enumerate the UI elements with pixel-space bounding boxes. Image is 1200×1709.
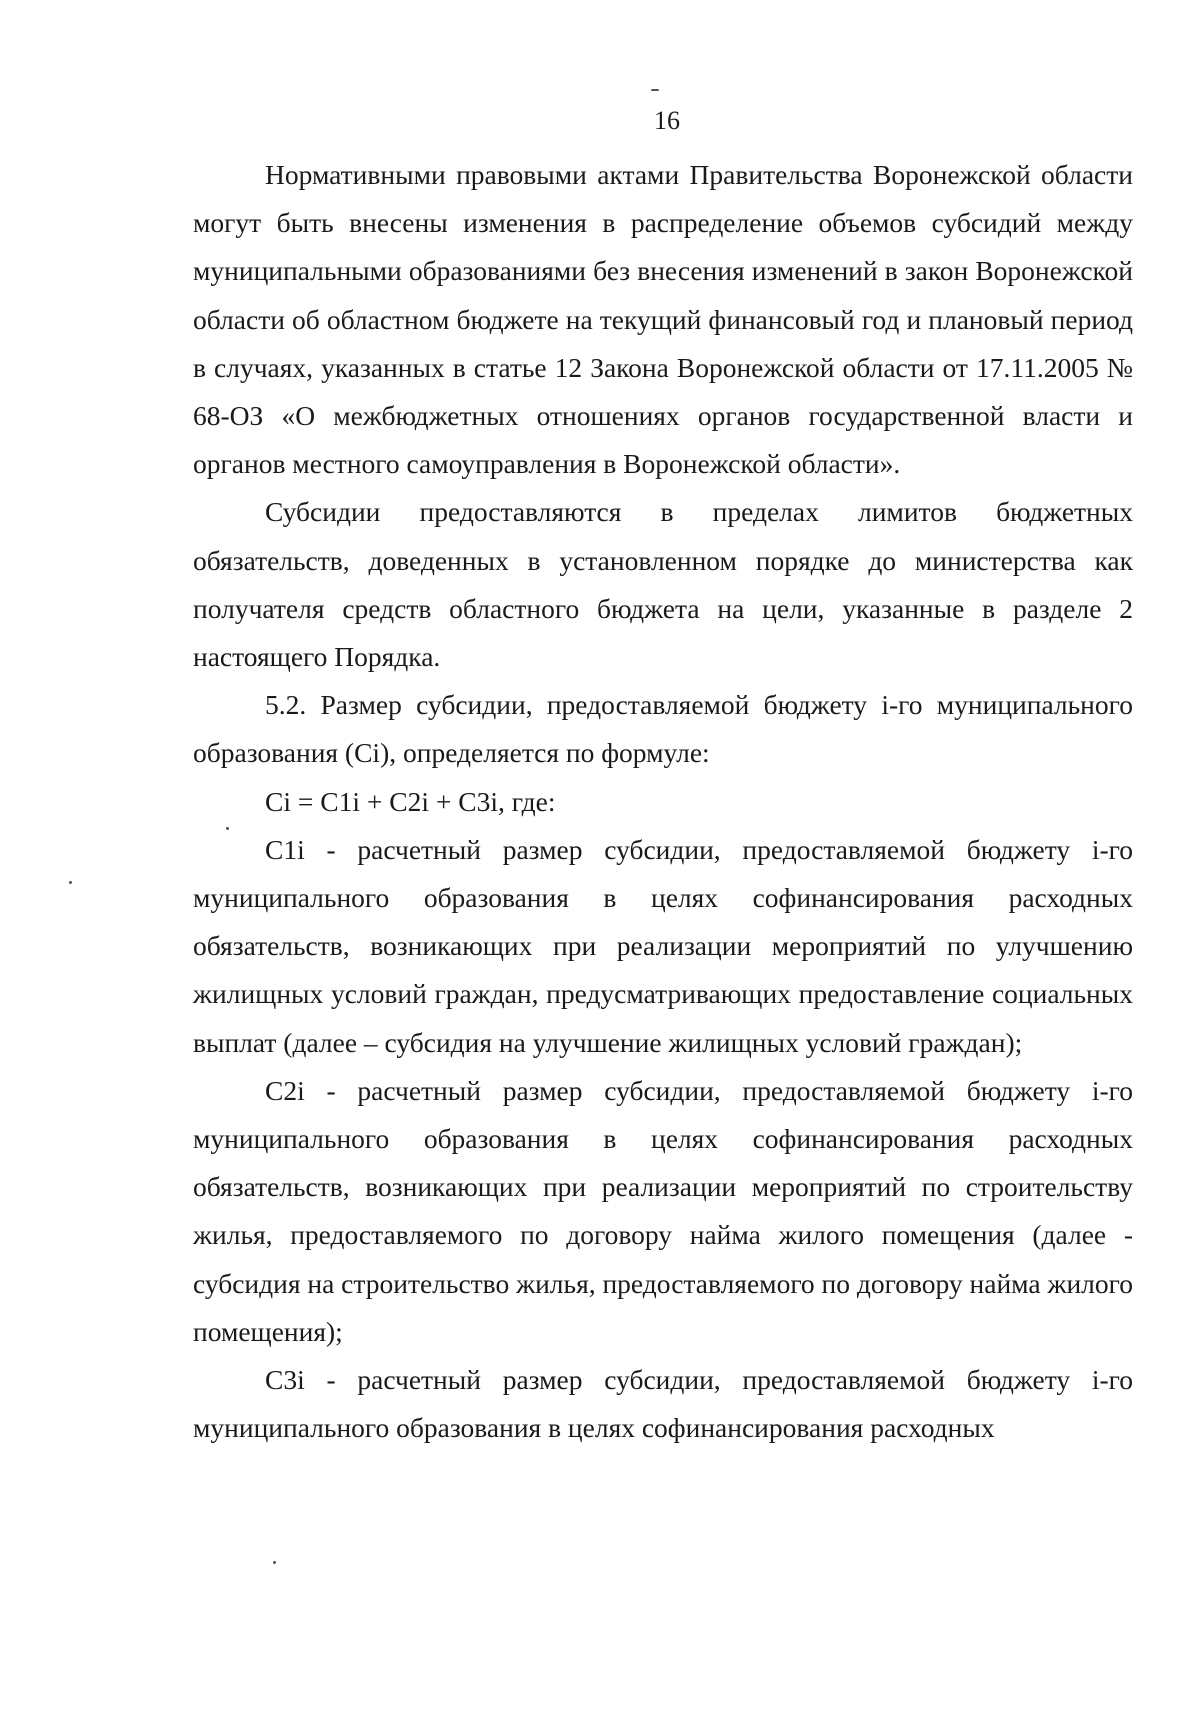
paragraph-amendments: Нормативными правовыми актами Правительства Воронежской области могут быть внесены изменения в распределение объемов субсидий между муниципальными образованиями без внесения изменений в закон Воронежской области об областном бюджете на текущий финансовый год и плановый период в случаях, указанных в статье 12 Закона Воронежской области от 17.11.2005 № 68-ОЗ «О межбюджетных отношениях органов государственной власти и органов местного самоуправления в Воронежской области». xyxy=(193,159,1133,480)
paragraph-budget-limits: Субсидии предоставляются в пределах лимитов бюджетных обязательств, доведенных в установленном порядке до министерства как получателя средств областного бюджета на цели, указанные в разделе 2 настоящего Порядка. xyxy=(193,496,1133,673)
subsidy-formula: Ci = C1i + C2i + C3i, где: xyxy=(265,785,556,817)
paragraph-c3i-definition: C3i - расчетный размер субсидии, предоставляемой бюджету i-го муниципального образования в целях софинансирования расходных xyxy=(193,1364,1133,1444)
page-number: 16 xyxy=(654,106,680,135)
paragraph-c2i-definition: C2i - расчетный размер субсидии, предоставляемой бюджету i-го муниципального образования в целях софинансирования расходных обязательств, возникающих при реализации мероприятий по строительству жилья, предоставляемого по договору найма жилого помещения (далее - субсидия на строительство жилья, предоставляемого по договору найма жилого помещения); xyxy=(193,1074,1133,1347)
paragraph-c1i-definition: C1i - расчетный размер субсидии, предоставляемой бюджету i-го муниципального образования в целях софинансирования расходных обязательств, возникающих при реализации мероприятий по улучшению жилищных условий граждан, предусматривающих предоставление социальных выплат (далее – субсидия на улучшение жилищных условий граждан); xyxy=(193,833,1133,1058)
scan-speck xyxy=(651,89,659,91)
document-body xyxy=(193,151,1133,1452)
paragraph-subsidy-size: 5.2. Размер субсидии, предоставляемой бюджету i-го муниципального образования (Ci), определяется по формуле: xyxy=(193,689,1133,769)
scan-speck xyxy=(273,1561,276,1564)
scan-speck xyxy=(69,881,72,884)
scan-speck xyxy=(226,827,229,830)
